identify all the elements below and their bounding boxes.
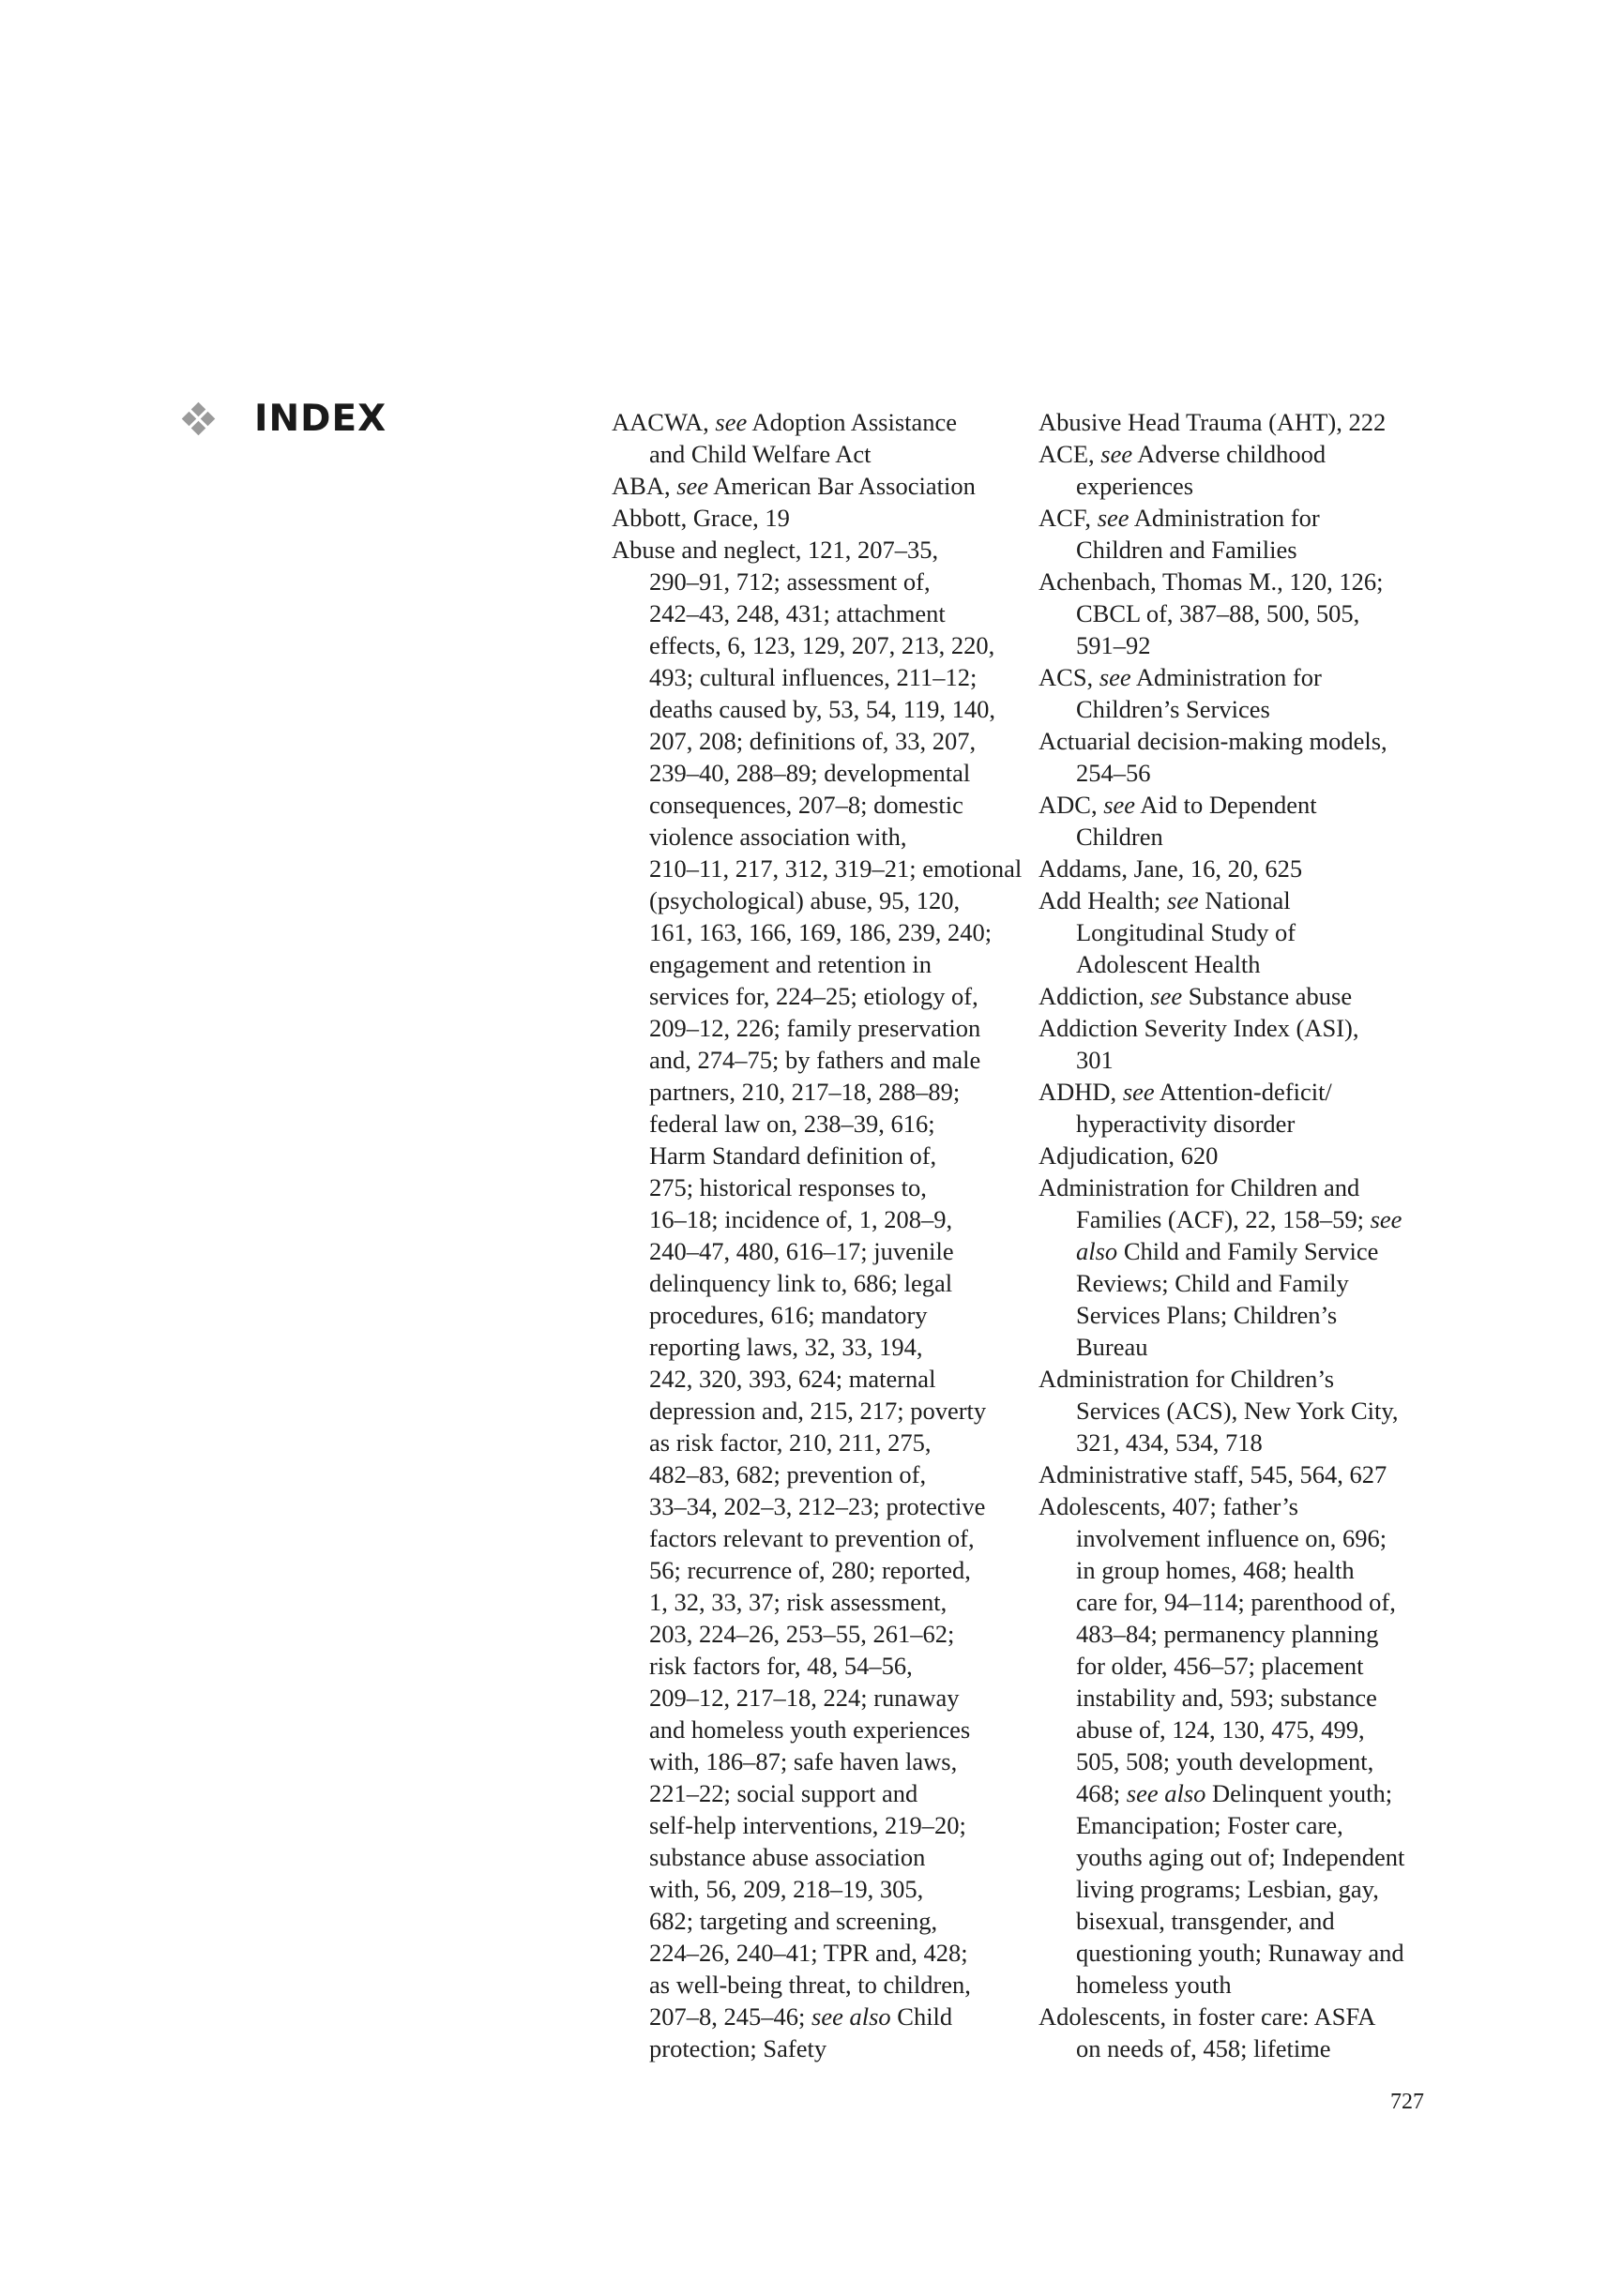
index-line: 242, 320, 393, 624; maternal [649, 1365, 936, 1393]
index-line: 682; targeting and screening, [649, 1907, 938, 1935]
index-line: 493; cultural influences, 211–12; [649, 663, 978, 691]
index-line: as well-being threat, to children, [649, 1971, 971, 1999]
index-line: depression and, 215, 217; poverty [649, 1397, 987, 1425]
index-line: 254–56 [1076, 759, 1151, 787]
index-line: deaths caused by, 53, 54, 119, 140, [649, 695, 995, 723]
index-line: engagement and retention in [649, 950, 932, 978]
index-line: 210–11, 217, 312, 319–21; emotional [649, 854, 1023, 883]
index-line: 207–8, 245–46; see also Child [649, 2002, 953, 2031]
index-line: 483–84; permanency planning [1076, 1620, 1379, 1648]
index-line: delinquency link to, 686; legal [649, 1269, 953, 1297]
index-line: 161, 163, 166, 169, 186, 239, 240; [649, 918, 993, 946]
index-line: Adolescents, in foster care: ASFA [1038, 2002, 1376, 2031]
index-line: AACWA, see Adoption Assistance [612, 408, 958, 436]
index-line: Administration for Children and [1038, 1173, 1360, 1201]
index-line: 290–91, 712; assessment of, [649, 567, 931, 596]
index-line: experiences [1076, 472, 1194, 500]
index-line: Administrative staff, 545, 564, 627 [1038, 1460, 1387, 1488]
index-line: (psychological) abuse, 95, 120, [649, 886, 961, 914]
index-line: Abusive Head Trauma (AHT), 222 [1038, 408, 1387, 436]
index-line: ABA, see American Bar Association [612, 472, 976, 500]
index-line: CBCL of, 387–88, 500, 505, [1076, 599, 1360, 627]
index-line: Addams, Jane, 16, 20, 625 [1038, 854, 1303, 883]
index-line: Children [1076, 823, 1163, 851]
index-line: on needs of, 458; lifetime [1076, 2034, 1331, 2062]
index-line: with, 56, 209, 218–19, 305, [649, 1875, 924, 1903]
index-line: Addiction, see Substance abuse [1038, 982, 1353, 1010]
index-line: ADC, see Aid to Dependent [1038, 791, 1317, 819]
index-line: hyperactivity disorder [1076, 1110, 1296, 1138]
index-line: also Child and Family Service [1076, 1237, 1379, 1265]
index-line: substance abuse association [649, 1843, 926, 1871]
index-line: Services Plans; Children’s [1076, 1301, 1338, 1329]
index-line: 242–43, 248, 431; attachment [649, 599, 946, 627]
index-line: federal law on, 238–39, 616; [649, 1110, 935, 1138]
index-line: involvement influence on, 696; [1076, 1524, 1387, 1552]
index-line: Longitudinal Study of [1076, 918, 1296, 946]
index-line: Adjudication, 620 [1038, 1141, 1219, 1170]
index-line: Add Health; see National [1038, 886, 1291, 914]
index-line: 203, 224–26, 253–55, 261–62; [649, 1620, 955, 1648]
index-line: reporting laws, 32, 33, 194, [649, 1333, 923, 1361]
index-line: for older, 456–57; placement [1076, 1652, 1364, 1680]
index-line: risk factors for, 48, 54–56, [649, 1652, 913, 1680]
index-line: care for, 94–114; parenthood of, [1076, 1588, 1396, 1616]
index-line: homeless youth [1076, 1971, 1232, 1999]
index-line: services for, 224–25; etiology of, [649, 982, 978, 1010]
index-line: bisexual, transgender, and [1076, 1907, 1335, 1935]
index-line: 321, 434, 534, 718 [1076, 1428, 1263, 1457]
index-line: 275; historical responses to, [649, 1173, 927, 1201]
index-line: 239–40, 288–89; developmental [649, 759, 971, 787]
index-title: INDEX [254, 398, 387, 440]
index-line: questioning youth; Runaway and [1076, 1939, 1404, 1967]
index-line: 482–83, 682; prevention of, [649, 1460, 927, 1488]
index-line: Services (ACS), New York City, [1076, 1397, 1399, 1425]
index-line: effects, 6, 123, 129, 207, 213, 220, [649, 631, 995, 659]
index-line: ACS, see Administration for [1038, 663, 1322, 691]
index-line: partners, 210, 217–18, 288–89; [649, 1078, 961, 1106]
index-line: Adolescents, 407; father’s [1038, 1492, 1298, 1520]
index-line: Reviews; Child and Family [1076, 1269, 1349, 1297]
index-line: Families (ACF), 22, 158–59; see [1076, 1205, 1402, 1233]
four-diamond-ornament-icon [183, 403, 215, 435]
index-line: factors relevant to prevention of, [649, 1524, 975, 1552]
index-line: Children’s Services [1076, 695, 1270, 723]
index-line: youths aging out of; Independent [1076, 1843, 1405, 1871]
index-line: and homeless youth experiences [649, 1715, 971, 1744]
index-line: self-help interventions, 219–20; [649, 1811, 966, 1839]
index-line: 301 [1076, 1046, 1114, 1074]
index-column-right [1038, 406, 1433, 2064]
index-line: Abuse and neglect, 121, 207–35, [612, 536, 939, 564]
index-line: 240–47, 480, 616–17; juvenile [649, 1237, 954, 1265]
index-line: 33–34, 202–3, 212–23; protective [649, 1492, 986, 1520]
index-line: Actuarial decision-making models, [1038, 727, 1387, 755]
index-line: 16–18; incidence of, 1, 208–9, [649, 1205, 953, 1233]
index-line: violence association with, [649, 823, 907, 851]
index-line: procedures, 616; mandatory [649, 1301, 928, 1329]
index-line: consequences, 207–8; domestic [649, 791, 963, 819]
index-line: Bureau [1076, 1333, 1148, 1361]
index-line: Emancipation; Foster care, [1076, 1811, 1343, 1839]
index-line: and, 274–75; by fathers and male [649, 1046, 981, 1074]
index-line: 224–26, 240–41; TPR and, 428; [649, 1939, 968, 1967]
index-line: Harm Standard definition of, [649, 1141, 937, 1170]
index-line: Achenbach, Thomas M., 120, 126; [1038, 567, 1384, 596]
index-line: Administration for Children’s [1038, 1365, 1335, 1393]
index-line: protection; Safety [649, 2034, 827, 2062]
index-line: 505, 508; youth development, [1076, 1747, 1374, 1775]
index-line: 468; see also Delinquent youth; [1076, 1779, 1393, 1807]
index-line: in group homes, 468; health [1076, 1556, 1355, 1584]
index-line: instability and, 593; substance [1076, 1684, 1377, 1712]
index-line: 1, 32, 33, 37; risk assessment, [649, 1588, 948, 1616]
index-line: Children and Families [1076, 536, 1297, 564]
index-line: 591–92 [1076, 631, 1151, 659]
index-line: Addiction Severity Index (ASI), [1038, 1014, 1359, 1042]
index-column-left [612, 406, 1023, 2064]
index-line: and Child Welfare Act [649, 440, 872, 468]
index-heading [183, 398, 387, 440]
index-line: with, 186–87; safe haven laws, [649, 1747, 958, 1775]
index-line: 56; recurrence of, 280; reported, [649, 1556, 971, 1584]
index-line: abuse of, 124, 130, 475, 499, [1076, 1715, 1365, 1744]
index-line: ADHD, see Attention-deficit/ [1038, 1078, 1332, 1106]
index-line: 207, 208; definitions of, 33, 207, [649, 727, 977, 755]
index-line: 209–12, 226; family preservation [649, 1014, 981, 1042]
index-line: as risk factor, 210, 211, 275, [649, 1428, 932, 1457]
index-line: living programs; Lesbian, gay, [1076, 1875, 1379, 1903]
index-line: ACF, see Administration for [1038, 504, 1320, 532]
index-line: ACE, see Adverse childhood [1038, 440, 1327, 468]
page-number: 727 [1390, 2090, 1424, 2114]
index-line: Adolescent Health [1076, 950, 1261, 978]
index-line: 209–12, 217–18, 224; runaway [649, 1684, 960, 1712]
index-line: Abbott, Grace, 19 [612, 504, 790, 532]
index-line: 221–22; social support and [649, 1779, 918, 1807]
